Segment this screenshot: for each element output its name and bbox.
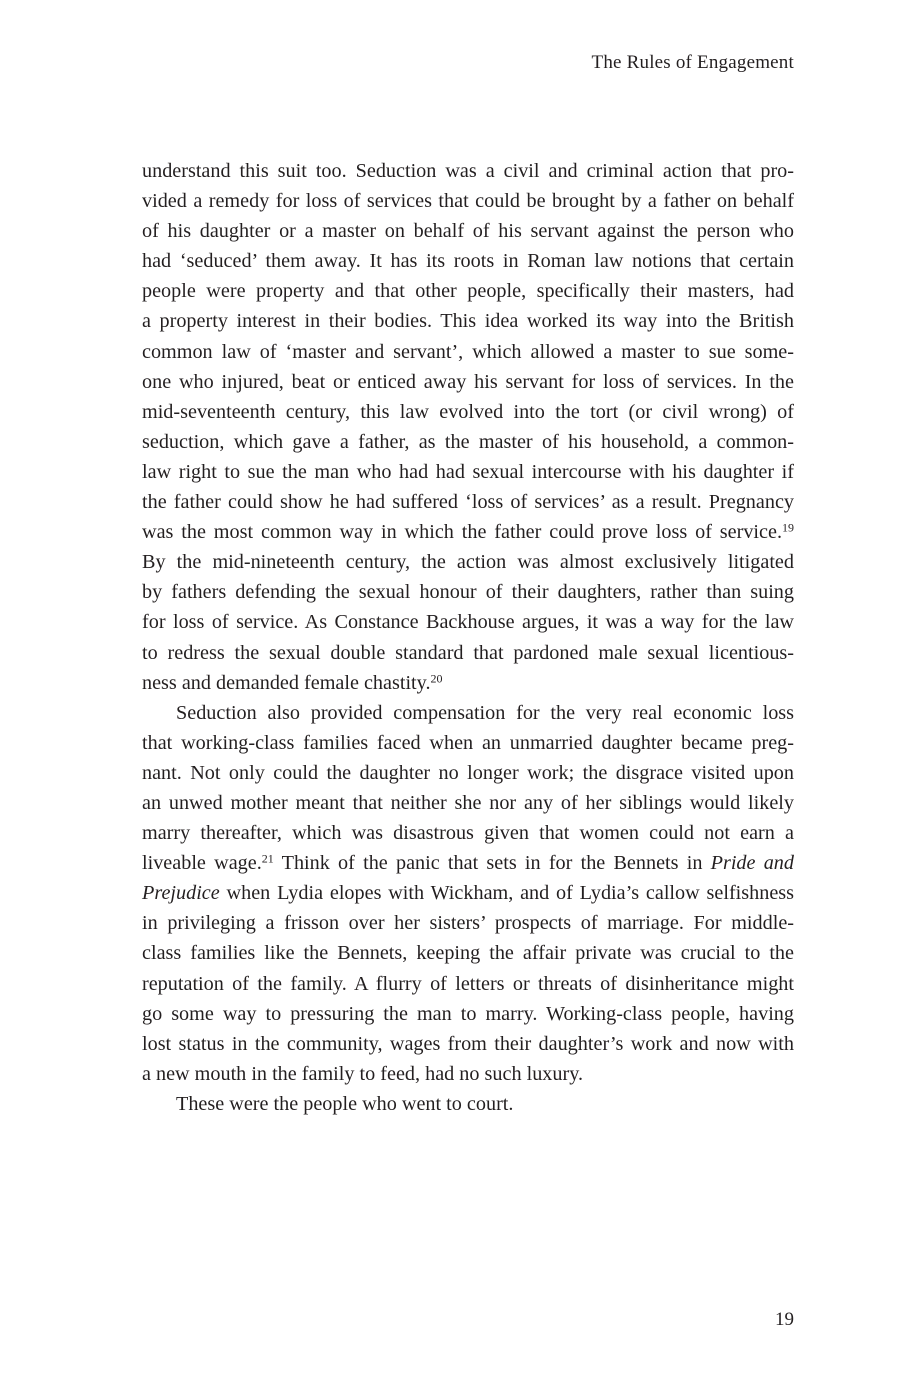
text-line: to redress the sexual double standard that pardoned male sexual licentious-	[142, 641, 794, 664]
text-line: a new mouth in the family to feed, had no such luxury.	[142, 1062, 584, 1085]
book-title: Prejudice	[142, 882, 220, 905]
text-line: law right to sue the man who had had sexual intercourse with his daughter if	[142, 460, 794, 483]
text-line: go some way to pressuring the man to marry. Working-class people, having	[142, 1002, 794, 1025]
text-line: understand this suit too. Seduction was a civil and criminal action that pro-	[142, 160, 794, 182]
text-line: Seduction also provided compensation for the very real economic loss	[176, 701, 794, 724]
text-line: ness and demanded female chastity.$^{20}$	[142, 671, 443, 694]
text-line: seduction, which gave a father, as the master of his household, a common-	[142, 430, 794, 453]
text-line: by fathers defending the sexual honour of their daughters, rather than suing	[142, 581, 794, 604]
body-text	[142, 156, 794, 1119]
text-line: nant. Not only could the daughter no longer work; the disgrace visited upon	[142, 761, 794, 784]
text-line: liveable wage.$^{21}$ Think of the panic that sets in for the Bennets in Pride and	[142, 851, 794, 875]
text-line: an unwed mother meant that neither she nor any of her siblings would likely	[142, 791, 794, 814]
text-line: of his daughter or a master on behalf of his servant against the person who	[142, 220, 794, 243]
footnote-ref-21: 21	[261, 851, 274, 866]
text-line: marry thereafter, which was disastrous given that women could not earn a	[142, 822, 794, 845]
text-line: people were property and that other people, specifically their masters, had	[142, 280, 794, 303]
text-line: class families like the Bennets, keeping the affair private was crucial to the	[142, 942, 794, 965]
text-line: lost status in the community, wages from their daughter’s work and now with	[142, 1032, 794, 1055]
text-line: for loss of service. As Constance Backhouse argues, it was a way for the law	[142, 611, 794, 634]
text-line: the father could show he had suffered ‘loss of services’ as a result. Pregnancy	[142, 491, 794, 514]
text-line: one who injured, beat or enticed away his servant for loss of services. In the	[142, 370, 794, 393]
running-head: The Rules of Engagement	[591, 52, 794, 73]
text-line: By the mid-nineteenth century, the action was almost exclusively litigated	[142, 551, 794, 574]
text-line: in privileging a frisson over her sisters’ prospects of marriage. For middle-	[142, 912, 794, 935]
text-line: common law of ‘master and servant’, which allowed a master to sue some-	[142, 340, 794, 363]
text-line: had ‘seduced’ them away. It has its roots in Roman law notions that certain	[142, 250, 794, 273]
text-line: vided a remedy for loss of services that could be brought by a father on behalf	[142, 190, 794, 213]
footnote-ref-19: 19	[782, 520, 794, 535]
text-line: was the most common way in which the father could prove loss of service.$^{19}$	[142, 520, 794, 544]
text-line: These were the people who went to court.	[176, 1092, 514, 1115]
page-number: 19	[775, 1309, 794, 1330]
book-title: Pride and	[710, 852, 794, 875]
text-line: a property interest in their bodies. This idea worked its way into the British	[142, 310, 794, 333]
text-line: Prejudice when Lydia elopes with Wickham, and of Lydia’s callow selfishness	[142, 882, 794, 905]
text-line: mid-seventeenth century, this law evolved into the tort (or civil wrong) of	[142, 400, 794, 423]
text-line: that working-class families faced when an unmarried daughter became preg-	[142, 731, 794, 754]
footnote-ref-20: 20	[430, 671, 443, 685]
text-line: reputation of the family. A flurry of letters or threats of disinheritance might	[142, 972, 794, 995]
